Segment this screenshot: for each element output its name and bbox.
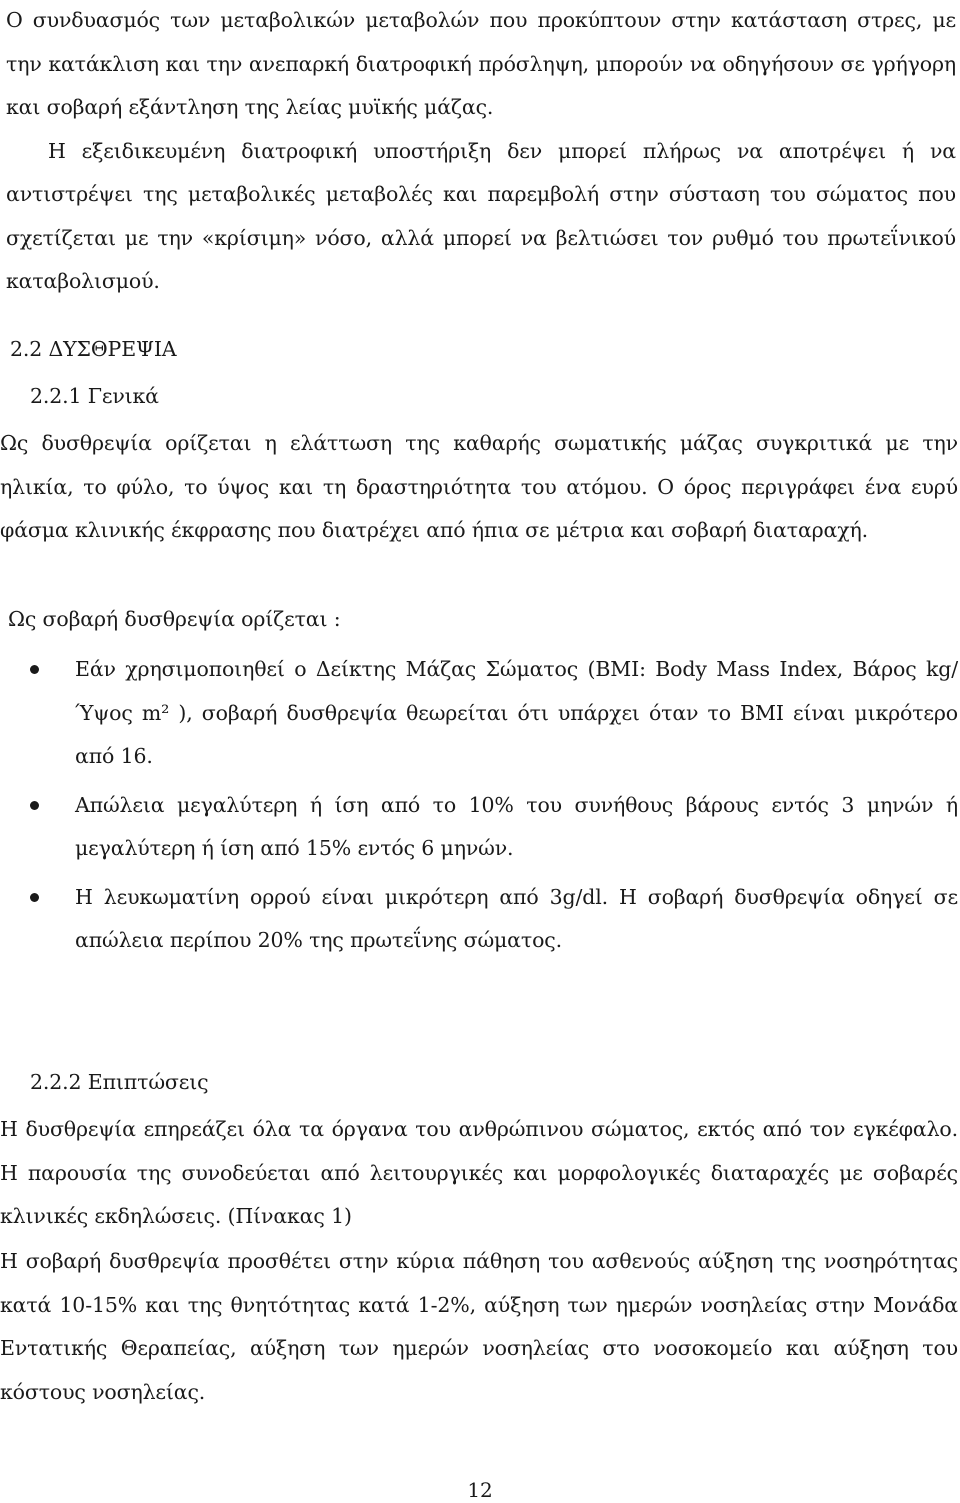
effects-paragraph-1: Η δυσθρεψία επηρεάζει όλα τα όργανα του ανθρώπινου σώματος, εκτός από τον εγκέφαλο. Η παρουσία της συνοδεύεται από λειτουργικές και μορφολογικές διαταραχές με σοβαρές κλινικές εκδηλώσεις. (Πίνακας 1) [0, 1117, 958, 1228]
section-heading: 2.2 ΔΥΣΘΡΕΨΙΑ [10, 337, 177, 361]
list-item-text: Εάν χρησιμοποιηθεί ο Δείκτης Μάζας Σώματος (ΒΜΙ: Body Mass Index, Βάρος kg/ Ύψος m² ), σοβαρή δυσθρεψία θεωρείται ότι υπάρχει όταν το ΒΜΙ είναι μικρότερο από 16. [75, 657, 958, 768]
subsection-heading-consequences: 2.2.2 Επιπτώσεις [30, 1070, 209, 1094]
list-item [0, 648, 958, 779]
bullet-icon [30, 893, 39, 902]
subsection-heading-general: 2.2.1 Γενικά [30, 384, 159, 408]
list-item [0, 876, 958, 963]
list-item-text: Η λευκωματίνη ορρού είναι μικρότερη από 3g/dl. Η σοβαρή δυσθρεψία οδηγεί σε απώλεια περίπου 20% της πρωτεΐνης σώματος. [75, 884, 958, 952]
effects-paragraph-2: Η σοβαρή δυσθρεψία προσθέτει στην κύρια πάθηση του ασθενούς αύξηση της νοσηρότητας κατά 10-15% και της θνητότητας κατά 1-2%, αύξηση των ημερών νοσηλείας στην Μονάδα Εντατικής Θεραπείας, αύξηση των ημερών νοσηλείας στο νοσοκομείο και αύξηση του κόστους νοσηλείας. [0, 1249, 958, 1404]
intro-paragraph-part-1: Ο συνδυασμός των μεταβολικών μεταβολών που προκύπτουν στην κατάσταση στρες, με την κατάκλιση και την ανεπαρκή διατροφική πρόσληψη, μπορούν να οδηγήσουν σε γρήγορη και σοβαρή εξάντληση της λείας μυϊκής μάζας. [6, 8, 956, 119]
page-number: 12 [467, 1478, 493, 1502]
criteria-list [0, 648, 958, 968]
definition-paragraph: Ως δυσθρεψία ορίζεται η ελάττωση της καθαρής σωματικής μάζας συγκριτικά με την ηλικία, το φύλο, το ύψος και τη δραστηριότητα του ατόμου. Ο όρος περιγράφει ένα ευρύ φάσμα κλινικής έκφρασης που διατρέχει από ήπια σε μέτρια και σοβαρή διαταραχή. [0, 431, 958, 542]
intro-paragraph-part-2: Η εξειδικευμένη διατροφική υποστήριξη δεν μπορεί πλήρως να αποτρέψει ή να αντιστρέψει της μεταβολικές μεταβολές και παρεμβολή στην σύσταση του σώματος που σχετίζεται με την «κρίσιμη» νόσο, αλλά μπορεί να βελτιώσει τον ρυθμό του πρωτεΐνικού καταβολισμού. [6, 138, 956, 293]
list-item-text: Απώλεια μεγαλύτερη ή ίση από το 10% του συνήθους βάρους εντός 3 μηνών ή μεγαλύτερη ή ίση από 15% εντός 6 μηνών. [75, 792, 958, 860]
list-item [0, 784, 958, 871]
severe-intro-paragraph: Ως σοβαρή δυσθρεψία ορίζεται : [8, 607, 341, 631]
bullet-icon [30, 665, 39, 674]
intro-paragraph [6, 0, 956, 304]
bullet-icon [30, 801, 39, 810]
